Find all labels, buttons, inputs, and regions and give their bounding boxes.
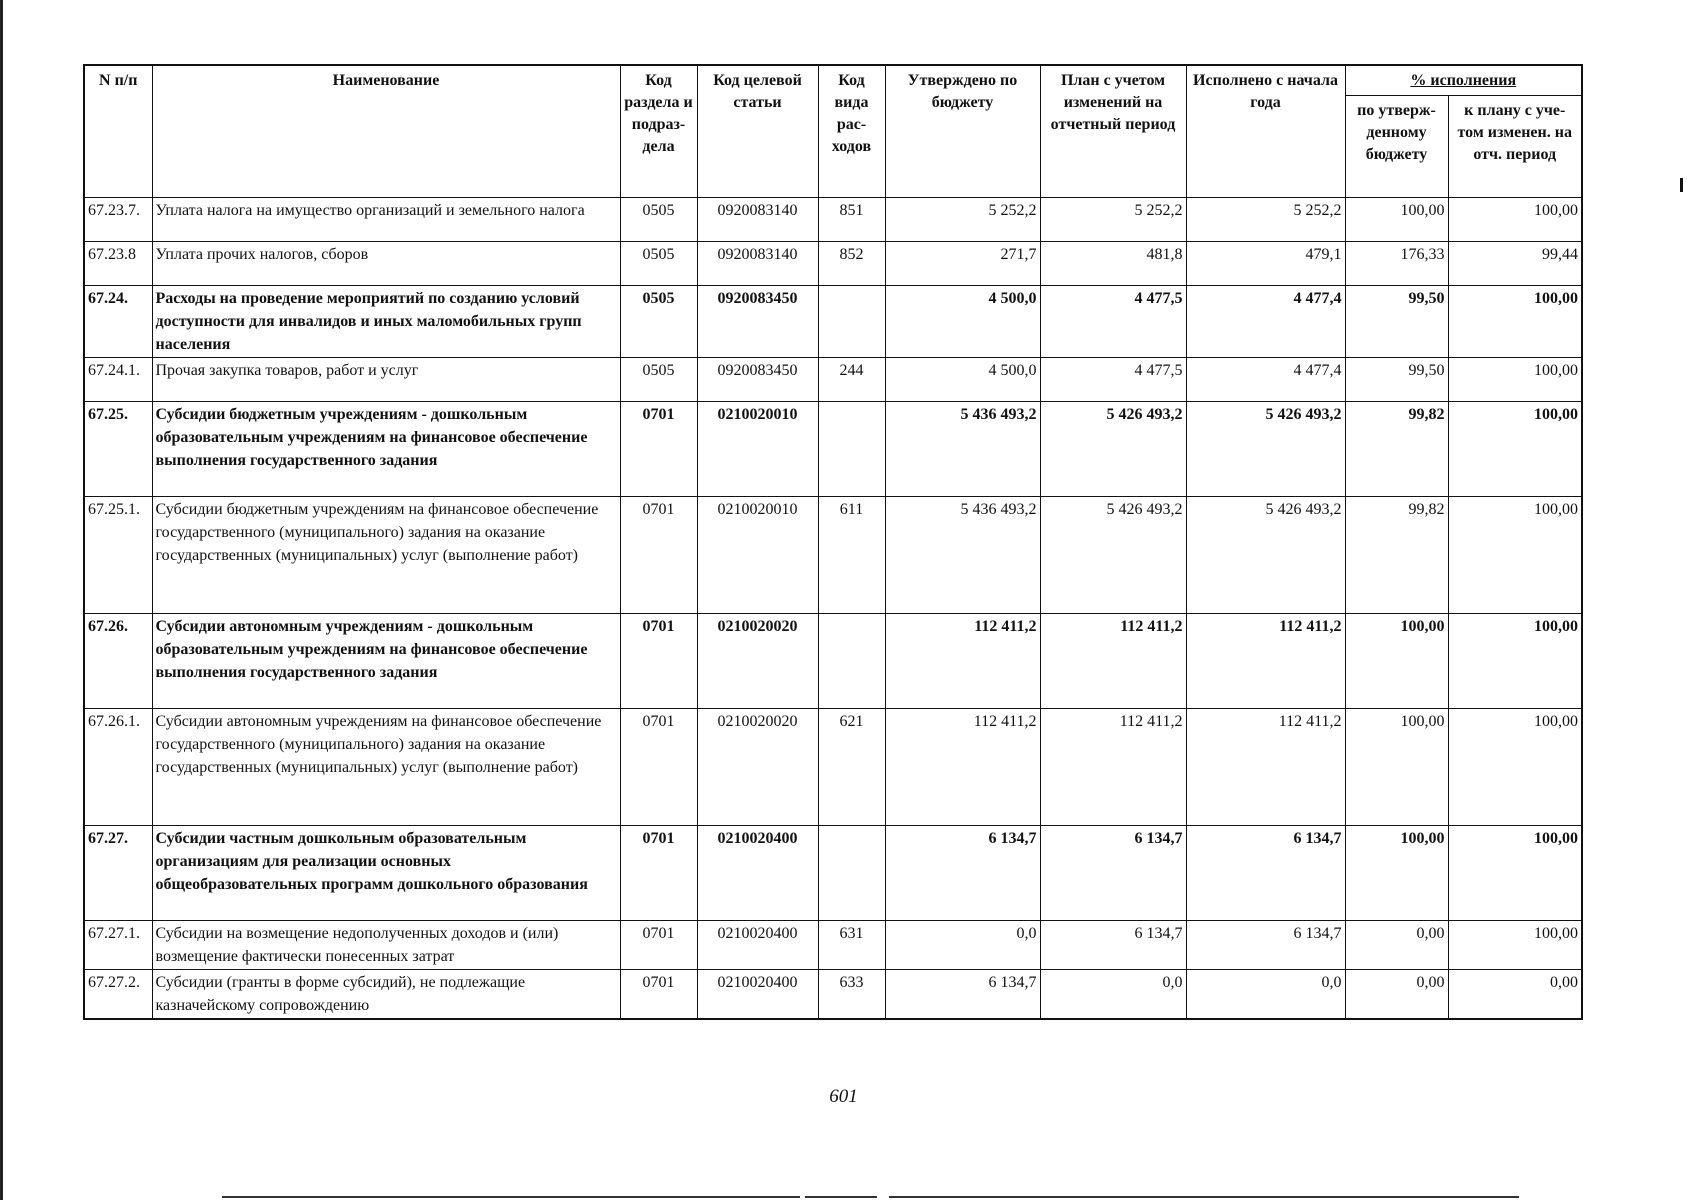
row-executed: 112 411,2 (1186, 614, 1345, 709)
header-plan: План с учетом изменений на отчетный период (1040, 65, 1186, 198)
row-target-code: 0920083140 (697, 242, 818, 286)
row-section-code: 0701 (620, 921, 697, 970)
row-target-code: 0210020400 (697, 970, 818, 1020)
row-target-code: 0920083450 (697, 286, 818, 358)
table-row (84, 970, 1582, 1020)
row-executed: 4 477,4 (1186, 358, 1345, 402)
header-section-code: Код раздела и подраз-дела (620, 65, 697, 198)
row-executed: 5 426 493,2 (1186, 402, 1345, 497)
row-pct-budget: 99,82 (1345, 402, 1448, 497)
row-name: Прочая закупка товаров, работ и услуг (152, 358, 620, 402)
row-approved: 4 500,0 (885, 286, 1040, 358)
row-pct-budget: 176,33 (1345, 242, 1448, 286)
row-plan: 481,8 (1040, 242, 1186, 286)
row-approved: 5 436 493,2 (885, 402, 1040, 497)
table-header (84, 65, 1582, 198)
row-section-code: 0701 (620, 826, 697, 921)
row-kind-code: 631 (818, 921, 885, 970)
row-name: Расходы на проведение мероприятий по созданию условий доступности для инвалидов и иных маломобильных групп населения (152, 286, 620, 358)
header-target-code: Код целевой статьи (697, 65, 818, 198)
header-name: Наименование (152, 65, 620, 198)
table-body (84, 198, 1582, 1020)
row-approved: 5 436 493,2 (885, 497, 1040, 614)
row-pct-budget: 99,82 (1345, 497, 1448, 614)
table-row (84, 497, 1582, 614)
row-approved: 6 134,7 (885, 970, 1040, 1020)
header-executed: Исполнено с начала года (1186, 65, 1345, 198)
row-pct-plan: 100,00 (1448, 402, 1582, 497)
row-target-code: 0210020400 (697, 826, 818, 921)
row-plan: 4 477,5 (1040, 286, 1186, 358)
row-num: 67.24. (84, 286, 152, 358)
row-section-code: 0505 (620, 358, 697, 402)
row-section-code: 0701 (620, 614, 697, 709)
row-num: 67.25. (84, 402, 152, 497)
row-plan: 6 134,7 (1040, 826, 1186, 921)
header-pct-budget: по утверж-денному бюджету (1345, 96, 1448, 198)
row-pct-plan: 100,00 (1448, 614, 1582, 709)
row-target-code: 0210020400 (697, 921, 818, 970)
row-pct-budget: 0,00 (1345, 970, 1448, 1020)
table-row (84, 286, 1582, 358)
row-pct-plan: 100,00 (1448, 198, 1582, 242)
row-name: Субсидии на возмещение недополученных доходов и (или) возмещение фактически понесенных затрат (152, 921, 620, 970)
row-target-code: 0210020010 (697, 402, 818, 497)
row-approved: 6 134,7 (885, 826, 1040, 921)
row-num: 67.25.1. (84, 497, 152, 614)
row-target-code: 0210020020 (697, 614, 818, 709)
header-pct-group: % исполнения (1345, 65, 1582, 96)
row-pct-budget: 100,00 (1345, 198, 1448, 242)
row-section-code: 0701 (620, 402, 697, 497)
row-approved: 112 411,2 (885, 614, 1040, 709)
row-executed: 112 411,2 (1186, 709, 1345, 826)
row-num: 67.27. (84, 826, 152, 921)
row-approved: 4 500,0 (885, 358, 1040, 402)
table-row (84, 358, 1582, 402)
row-pct-budget: 100,00 (1345, 709, 1448, 826)
row-num: 67.27.2. (84, 970, 152, 1020)
row-executed: 6 134,7 (1186, 921, 1345, 970)
footer-rule-mid (805, 1196, 877, 1198)
row-pct-plan: 100,00 (1448, 497, 1582, 614)
row-executed: 5 252,2 (1186, 198, 1345, 242)
row-approved: 0,0 (885, 921, 1040, 970)
row-target-code: 0920083140 (697, 198, 818, 242)
row-name: Субсидии бюджетным учреждениям - дошкольным образовательным учреждениям на финансовое обеспечение выполнения государственного задания (152, 402, 620, 497)
scan-left-edge (0, 0, 3, 1200)
row-section-code: 0701 (620, 497, 697, 614)
row-num: 67.23.7. (84, 198, 152, 242)
row-pct-plan: 100,00 (1448, 826, 1582, 921)
page-number: 601 (829, 1086, 858, 1107)
row-plan: 5 426 493,2 (1040, 497, 1186, 614)
row-kind-code (818, 402, 885, 497)
row-kind-code: 633 (818, 970, 885, 1020)
row-pct-budget: 99,50 (1345, 358, 1448, 402)
row-approved: 5 252,2 (885, 198, 1040, 242)
row-plan: 0,0 (1040, 970, 1186, 1020)
row-kind-code: 244 (818, 358, 885, 402)
row-target-code: 0210020020 (697, 709, 818, 826)
row-plan: 4 477,5 (1040, 358, 1186, 402)
footer-rule-left (222, 1196, 800, 1198)
row-name: Субсидии автономным учреждениям на финансовое обеспечение государственного (муниципального) задания на оказание государственных (муниципальных) услуг (выполнение работ) (152, 709, 620, 826)
row-executed: 4 477,4 (1186, 286, 1345, 358)
row-name: Уплата прочих налогов, сборов (152, 242, 620, 286)
row-num: 67.26.1. (84, 709, 152, 826)
row-num: 67.24.1. (84, 358, 152, 402)
row-pct-plan: 100,00 (1448, 921, 1582, 970)
row-pct-plan: 99,44 (1448, 242, 1582, 286)
row-plan: 5 426 493,2 (1040, 402, 1186, 497)
table-row (84, 614, 1582, 709)
row-name: Субсидии бюджетным учреждениям на финансовое обеспечение государственного (муниципального) задания на оказание государственных (муниципальных) услуг (выполнение работ) (152, 497, 620, 614)
row-approved: 271,7 (885, 242, 1040, 286)
budget-execution-table (83, 64, 1583, 1020)
header-kind-code: Код вида рас-ходов (818, 65, 885, 198)
row-pct-plan: 100,00 (1448, 358, 1582, 402)
row-section-code: 0505 (620, 242, 697, 286)
row-executed: 479,1 (1186, 242, 1345, 286)
row-section-code: 0701 (620, 709, 697, 826)
table-row (84, 242, 1582, 286)
row-executed: 6 134,7 (1186, 826, 1345, 921)
header-num: N п/п (84, 65, 152, 198)
row-kind-code: 621 (818, 709, 885, 826)
row-section-code: 0505 (620, 286, 697, 358)
row-target-code: 0920083450 (697, 358, 818, 402)
table-row (84, 826, 1582, 921)
row-plan: 112 411,2 (1040, 709, 1186, 826)
row-pct-plan: 100,00 (1448, 709, 1582, 826)
row-pct-plan: 0,00 (1448, 970, 1582, 1020)
row-plan: 6 134,7 (1040, 921, 1186, 970)
row-approved: 112 411,2 (885, 709, 1040, 826)
scan-margin-mark (1680, 178, 1683, 192)
row-kind-code (818, 826, 885, 921)
table-row (84, 709, 1582, 826)
row-pct-budget: 0,00 (1345, 921, 1448, 970)
table-row (84, 921, 1582, 970)
footer-rule-right (889, 1196, 1519, 1198)
row-name: Уплата налога на имущество организаций и земельного налога (152, 198, 620, 242)
row-kind-code (818, 286, 885, 358)
row-num: 67.23.8 (84, 242, 152, 286)
row-kind-code: 611 (818, 497, 885, 614)
row-num: 67.26. (84, 614, 152, 709)
header-pct-plan: к плану с уче-том изменен. на отч. период (1448, 96, 1582, 198)
row-name: Субсидии (гранты в форме субсидий), не подлежащие казначейскому сопровождению (152, 970, 620, 1020)
row-name: Субсидии автономным учреждениям - дошкольным образовательным учреждениям на финансовое обеспечение выполнения государственного задания (152, 614, 620, 709)
row-section-code: 0701 (620, 970, 697, 1020)
row-kind-code: 852 (818, 242, 885, 286)
row-num: 67.27.1. (84, 921, 152, 970)
row-pct-budget: 99,50 (1345, 286, 1448, 358)
header-approved: Утверждено по бюджету (885, 65, 1040, 198)
row-pct-budget: 100,00 (1345, 614, 1448, 709)
row-pct-budget: 100,00 (1345, 826, 1448, 921)
row-plan: 112 411,2 (1040, 614, 1186, 709)
table-row (84, 402, 1582, 497)
row-kind-code (818, 614, 885, 709)
row-target-code: 0210020010 (697, 497, 818, 614)
row-executed: 0,0 (1186, 970, 1345, 1020)
row-kind-code: 851 (818, 198, 885, 242)
row-executed: 5 426 493,2 (1186, 497, 1345, 614)
row-plan: 5 252,2 (1040, 198, 1186, 242)
table-row (84, 198, 1582, 242)
row-pct-plan: 100,00 (1448, 286, 1582, 358)
row-section-code: 0505 (620, 198, 697, 242)
row-name: Субсидии частным дошкольным образовательным организациям для реализации основных общеобразовательных программ дошкольного образования (152, 826, 620, 921)
